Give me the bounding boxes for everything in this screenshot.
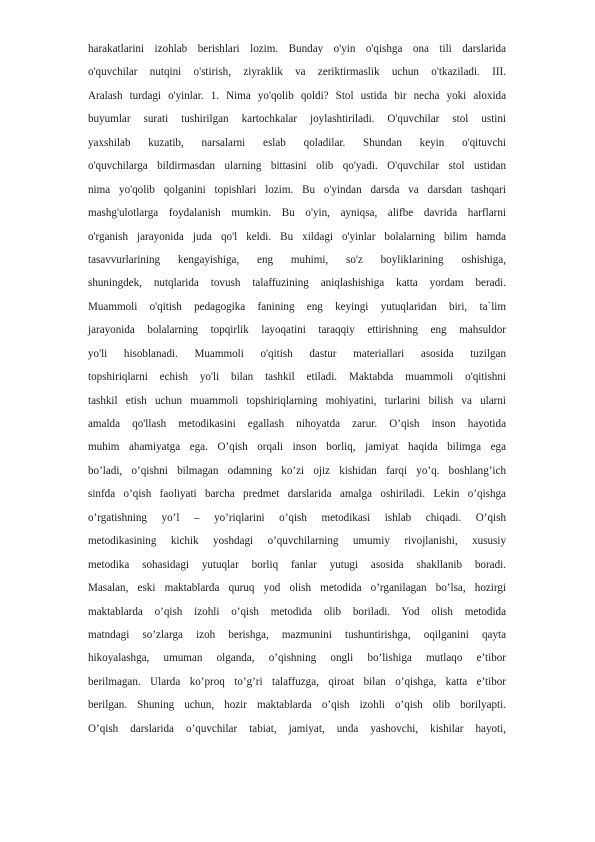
text-line: berilmagan. Ularda ko’proq to’g’ri talaffuzga, qiroat bilan o’qishga, katta e’tibor xyxy=(88,675,506,688)
text-line: muhim ahamiyatga ega. O’qish orqali inson borliq, jamiyat haqida bilimga ega xyxy=(88,441,506,454)
text-line: yo'li hisoblanadi. Muammoli o'qitish dastur materiallari asosida tuzilgan xyxy=(88,347,506,360)
text-line: o'rganish jarayonida juda qo'l keldi. Bu xildagi o'yinlar bolalarning bilim hamda xyxy=(88,230,506,243)
text-line: O’qish darslarida o’quvchilar tabiat, jamiyat, unda yashovchi, kishilar hayoti, xyxy=(88,722,506,735)
text-line: berilgan. Shuning uchun, hozir maktablarda o’qish izohli o’qish olib borilyapti. xyxy=(88,699,506,712)
text-line: o'quvchilar nutqini o'stirish, ziyraklik va zeriktirmaslik uchun o'tkaziladi. III. xyxy=(88,66,506,79)
text-line: Muammoli o'qitish pedagogika fanining eng keyingi yutuqlaridan biri, ta`lim xyxy=(88,300,506,313)
text-line: amalda qo'llash metodikasini egallash nihoyatda zarur. O’qish inson hayotida xyxy=(88,418,506,430)
text-line: o'quvchilarga bildirmasdan ularning bittasini olib qo'yadi. O'quvchilar stol ustidan xyxy=(88,160,506,173)
text-line: Masalan, eski maktablarda quruq yod olish metodida o’rganilagan bo’lsa, hozirgi xyxy=(88,582,506,595)
text-line: yaxshilab kuzatib, narsalarni eslab qoladilar. Shundan keyin o'qituvchi xyxy=(88,136,506,149)
text-line: metodika sohasidagi yutuqlar borliq fanlar yutugi asosida shakllanib boradi. xyxy=(88,558,506,571)
text-line: maktablarda o’qish izohli o’qish metodida olib boriladi. Yod olish metodida xyxy=(88,605,506,618)
text-line: topshiriqlarni echish yo'li bilan tashkil etiladi. Maktabda muammoli o'qitishni xyxy=(88,371,506,384)
text-line: shuningdek, nutqlarida tovush talaffuzining aniqlashishiga katta yordam beradi. xyxy=(88,277,506,290)
text-line: matndagi so’zlarga izoh berishga, mazmunini tushuntirishga, oqilganini qayta xyxy=(88,628,506,641)
text-line: metodikasining kichik yoshdagi o’quvchilarning umumiy rivojlanishi, xususiy xyxy=(88,535,506,548)
text-line: Aralash turdagi o'yinlar. 1. Nima yo'qolib qoldi? Stol ustida bir necha yoki aloxida xyxy=(88,89,506,102)
text-line: jarayonida bolalarning topqirlik layoqatini taraqqiy ettirishning eng mahsuldor xyxy=(88,324,506,337)
text-line: buyumlar surati tushirilgan kartochkalar joylashtiriladi. O'quvchilar stol ustini xyxy=(88,113,506,126)
text-line: harakatlarini izohlab berishlari lozim. Bunday o'yin o'qishga ona tili darslarida xyxy=(88,43,506,55)
text-line: hikoyalashga, umuman olganda, o’qishning ongli bo’lishiga mutlaqo e’tibor xyxy=(88,652,506,665)
text-line: o’rgatishning yo’l – yo’riqlarini o’qish metodikasi ishlab chiqadi. O’qish xyxy=(88,511,506,524)
text-line: nima yo'qolib qolganini topishlari lozim. Bu o'yindan darsda va darsdan tashqari xyxy=(88,183,506,196)
body-text xyxy=(88,38,506,741)
text-line: tashkil etish uchun muammoli topshiriqlarning mohiyatini, turlarini bilish va ularni xyxy=(88,394,506,407)
text-line: sinfda o’qish faoliyati barcha predmet darslarida amalga oshiriladi. Lekin o’qishga xyxy=(88,488,506,501)
text-line: tasavvurlarining kengayishiga, eng muhimi, so'z boyliklarining oshishiga, xyxy=(88,253,506,266)
text-line: bo’ladi, o’qishni bilmagan odamning ko’zi ojiz kishidan farqi yo’q. boshlang’ich xyxy=(88,464,506,477)
text-line: mashg'ulotlarga foydalanish mumkin. Bu o'yin, ayniqsa, alifbe davrida harflarni xyxy=(88,207,506,220)
